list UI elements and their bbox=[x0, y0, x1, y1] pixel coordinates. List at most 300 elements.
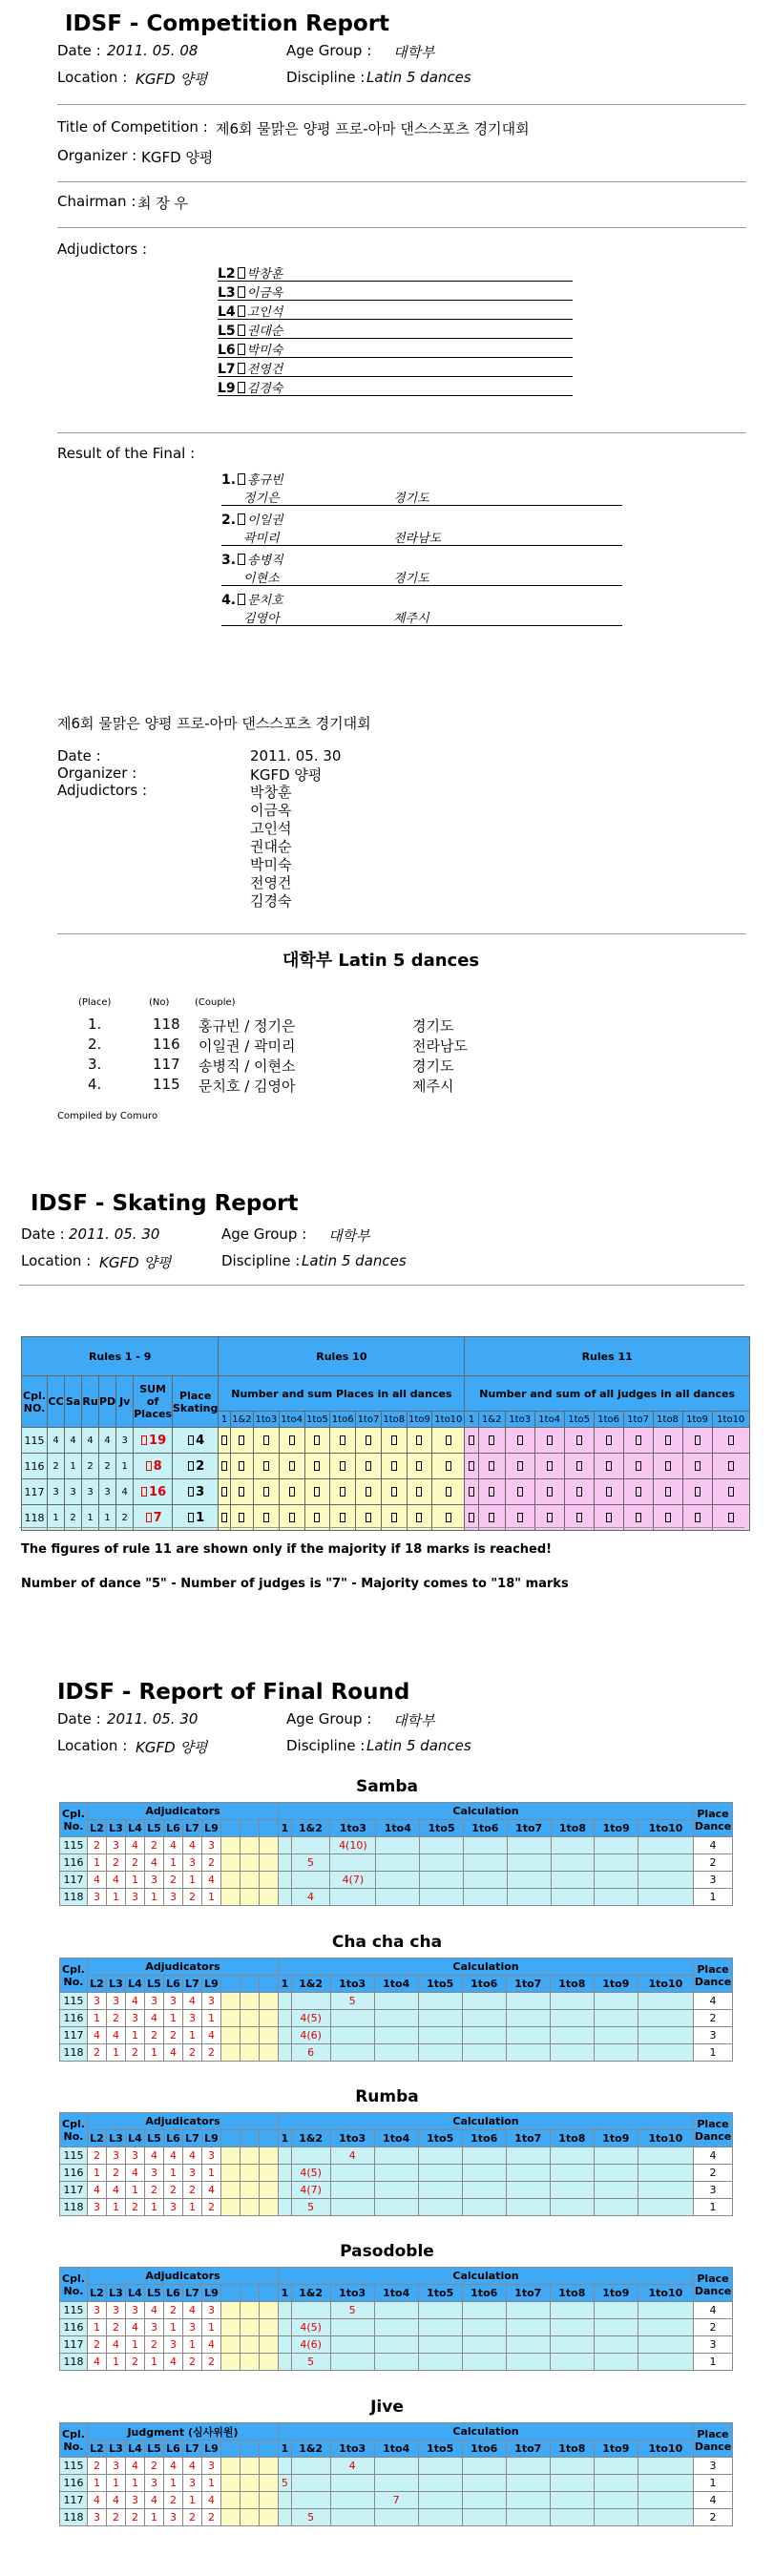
summary-couple: 문치호 / 김영아 bbox=[199, 1078, 296, 1095]
judge-mark: 3 bbox=[202, 1837, 221, 1854]
final-row bbox=[60, 2492, 733, 2509]
judge-header: L5 bbox=[145, 2130, 164, 2147]
calc-cell bbox=[462, 2336, 506, 2354]
judge-mark: 2 bbox=[88, 2336, 107, 2354]
judge-mark: 4 bbox=[88, 2492, 107, 2509]
calc-cell bbox=[463, 1889, 507, 1906]
calc-col-header: 1 bbox=[465, 1412, 478, 1428]
calc-cell bbox=[638, 2165, 693, 2182]
calc-cell bbox=[506, 2199, 550, 2216]
judge-mark: 4 bbox=[164, 2354, 183, 2371]
judge-header: L7 bbox=[183, 1976, 202, 1993]
judge-mark: 4 bbox=[183, 1993, 202, 2010]
calc-col-header: 1to8 bbox=[550, 2440, 594, 2458]
calc-cell: 4 bbox=[330, 2147, 374, 2165]
calc-cell: 5 bbox=[291, 2509, 330, 2526]
square-glyph-icon bbox=[547, 1435, 553, 1445]
judge-header: L4 bbox=[126, 2440, 145, 2458]
judge-mark-empty bbox=[221, 2010, 241, 2027]
age-group-label: Age Group : bbox=[286, 42, 372, 59]
cpl-no: 117 bbox=[60, 2182, 88, 2199]
calc-col-header: 1to7 bbox=[507, 1820, 551, 1837]
square-glyph-icon bbox=[366, 1513, 371, 1522]
place-value: 3 bbox=[196, 1484, 205, 1499]
judge-header-empty bbox=[260, 1976, 279, 1993]
dance-place: 3 bbox=[116, 1428, 134, 1454]
square-glyph-icon bbox=[146, 1513, 152, 1522]
date-value: 2011. 05. 30 bbox=[69, 1225, 160, 1243]
judge-mark: 2 bbox=[145, 2027, 164, 2044]
calc-col-header: 1to3 bbox=[330, 1820, 376, 1837]
place-dance: 2 bbox=[694, 2319, 733, 2336]
judge-mark: 1 bbox=[88, 2010, 107, 2027]
calc-cell: 4(6) bbox=[291, 2027, 330, 2044]
calc-cell: 5 bbox=[330, 2302, 374, 2319]
dance-place: 1 bbox=[48, 1505, 65, 1531]
judge-mark-empty bbox=[221, 2147, 241, 2165]
calc-cell: 4(7) bbox=[291, 2182, 330, 2199]
adjudicator-code: L2 bbox=[218, 266, 236, 282]
judge-mark-empty bbox=[260, 2027, 279, 2044]
rule10-cell bbox=[330, 1454, 356, 1479]
calc-cell bbox=[506, 2458, 550, 2475]
square-glyph-icon bbox=[606, 1487, 612, 1497]
calc-cell bbox=[418, 2182, 462, 2199]
dance-header: Sa bbox=[65, 1376, 82, 1428]
rule11-cell bbox=[478, 1479, 505, 1505]
place-value: 2 bbox=[196, 1458, 205, 1474]
summary-region: 경기도 bbox=[412, 1058, 454, 1075]
calc-col-header: 1to7 bbox=[506, 1976, 550, 1993]
cpl-no: 115 bbox=[22, 1428, 48, 1454]
square-glyph-icon bbox=[141, 1435, 147, 1445]
calc-cell bbox=[279, 2319, 292, 2336]
result-man: 문치호 bbox=[247, 594, 283, 608]
result-row bbox=[221, 510, 283, 528]
judge-mark-empty bbox=[241, 2509, 260, 2526]
date-label: Date : bbox=[21, 1225, 65, 1243]
calc-cell bbox=[638, 2010, 693, 2027]
calc-cell bbox=[279, 2336, 292, 2354]
judge-mark-empty bbox=[260, 2475, 279, 2492]
square-glyph-icon bbox=[416, 1513, 422, 1522]
summary-region: 경기도 bbox=[412, 1017, 454, 1035]
place-dance: 3 bbox=[694, 2182, 733, 2199]
square-glyph-icon bbox=[239, 1513, 244, 1522]
calc-col-header: 1to9 bbox=[594, 2285, 638, 2302]
square-glyph-icon bbox=[238, 286, 245, 298]
square-glyph-icon bbox=[576, 1435, 582, 1445]
judge-mark: 3 bbox=[183, 1854, 202, 1872]
header-row bbox=[60, 2130, 733, 2147]
square-glyph-icon bbox=[238, 382, 245, 393]
square-glyph-icon bbox=[547, 1487, 553, 1497]
rule10-cell bbox=[381, 1454, 407, 1479]
square-glyph-icon bbox=[665, 1435, 671, 1445]
calc-cell bbox=[506, 1993, 550, 2010]
calc-cell bbox=[551, 1837, 595, 1854]
calc-cell bbox=[330, 2509, 374, 2526]
place-value: 4 bbox=[196, 1433, 205, 1448]
calc-col-header: 1to10 bbox=[712, 1412, 750, 1428]
cpl-no: 115 bbox=[60, 1837, 88, 1854]
result-man: 송병직 bbox=[247, 554, 283, 568]
place-dance: 1 bbox=[694, 2044, 733, 2062]
cpl-no: 116 bbox=[22, 1454, 48, 1479]
result-lady: 이현소 bbox=[243, 572, 280, 586]
judge-mark: 2 bbox=[88, 2458, 107, 2475]
divider bbox=[57, 432, 746, 433]
judge-mark: 1 bbox=[145, 2354, 164, 2371]
final-row bbox=[60, 2010, 733, 2027]
calc-cell bbox=[374, 2010, 418, 2027]
calc-col-header: 1to5 bbox=[304, 1412, 330, 1428]
calc-cell bbox=[291, 1837, 330, 1854]
final-table-body bbox=[60, 2268, 733, 2371]
square-glyph-icon bbox=[314, 1487, 320, 1497]
calc-col-header: 1to10 bbox=[638, 1820, 694, 1837]
square-glyph-icon bbox=[391, 1513, 397, 1522]
dance-place: 2 bbox=[82, 1454, 99, 1479]
competition-report bbox=[0, 0, 774, 687]
calc-cell bbox=[550, 2354, 594, 2371]
skating-title: IDSF - Skating Report bbox=[31, 1191, 299, 1216]
final-row bbox=[60, 2044, 733, 2062]
square-glyph-icon bbox=[416, 1435, 422, 1445]
calc-cell bbox=[638, 2509, 693, 2526]
calc-cell bbox=[279, 1993, 292, 2010]
summary-organizer-value: KGFD 양평 bbox=[250, 766, 323, 784]
square-glyph-icon bbox=[221, 1461, 227, 1471]
calc-cell bbox=[374, 2165, 418, 2182]
adjudicator-row bbox=[218, 340, 282, 358]
final-row bbox=[60, 1837, 733, 1854]
final-table-body bbox=[60, 1958, 733, 2062]
judge-mark: 2 bbox=[107, 1854, 126, 1872]
calc-col-header: 1&2 bbox=[291, 1976, 330, 1993]
result-lady: 정기은 bbox=[243, 492, 280, 506]
final-row bbox=[60, 2302, 733, 2319]
place-dance: 1 bbox=[694, 1889, 733, 1906]
skating-row bbox=[22, 1454, 750, 1479]
cpl-no: 118 bbox=[60, 2354, 88, 2371]
cpl-no: 118 bbox=[60, 2044, 88, 2062]
judge-mark-empty bbox=[260, 2509, 279, 2526]
square-glyph-icon bbox=[238, 325, 245, 336]
majority-note: Number of dance "5" - Number of judges is "7" - Majority comes to "18" marks bbox=[21, 1577, 569, 1591]
square-glyph-icon bbox=[238, 267, 245, 279]
date-label: Date : bbox=[57, 1710, 101, 1728]
rule10-cell bbox=[407, 1479, 432, 1505]
calc-cell bbox=[418, 2354, 462, 2371]
calc-cell bbox=[550, 2044, 594, 2062]
judge-header: L7 bbox=[183, 1820, 202, 1837]
rule11-cell bbox=[478, 1454, 505, 1479]
summary-adjudicator-name: 전영건 bbox=[250, 874, 292, 891]
summary-region: 전라남도 bbox=[412, 1037, 468, 1055]
judge-mark: 4 bbox=[164, 2044, 183, 2062]
skating-table-body bbox=[22, 1337, 750, 1531]
title-of-competition-value: 제6회 물맑은 양평 프로-아마 댄스스포츠 경기대회 bbox=[216, 120, 530, 137]
calc-col-header: 1to10 bbox=[432, 1412, 465, 1428]
calc-cell: 5 bbox=[279, 2475, 292, 2492]
judge-mark: 4 bbox=[183, 2458, 202, 2475]
judge-mark: 1 bbox=[183, 2492, 202, 2509]
judge-mark: 4 bbox=[164, 1837, 183, 1854]
summary-couple: 홍규빈 / 정기은 bbox=[199, 1017, 296, 1035]
calc-col-header: 1to9 bbox=[594, 2130, 638, 2147]
rule10-cell bbox=[279, 1428, 304, 1454]
place-dance: 3 bbox=[694, 2336, 733, 2354]
adjudicators-label: Adjudictors : bbox=[57, 241, 147, 258]
calc-cell bbox=[418, 2509, 462, 2526]
judge-mark: 1 bbox=[202, 2010, 221, 2027]
square-glyph-icon bbox=[606, 1513, 612, 1522]
judge-header: L3 bbox=[107, 1820, 126, 1837]
square-glyph-icon bbox=[188, 1435, 194, 1445]
judge-mark: 2 bbox=[164, 2027, 183, 2044]
calc-cell bbox=[330, 2354, 374, 2371]
calc-cell bbox=[418, 2147, 462, 2165]
calc-cell bbox=[462, 2182, 506, 2199]
final-round-table bbox=[59, 1958, 733, 2062]
judge-mark: 2 bbox=[145, 2182, 164, 2199]
adjudicator-row bbox=[218, 378, 282, 396]
calc-col-header: 1 bbox=[279, 1820, 292, 1837]
place-dance: 4 bbox=[694, 1837, 733, 1854]
calc-col-header: 1to4 bbox=[374, 2440, 418, 2458]
judge-mark: 2 bbox=[202, 1854, 221, 1872]
summary-adjudicator-name: 박창훈 bbox=[250, 784, 292, 801]
calc-cell bbox=[376, 1889, 420, 1906]
calc-cell bbox=[594, 2336, 638, 2354]
summary-no: 116 bbox=[153, 1036, 180, 1053]
rule11-cell bbox=[465, 1454, 478, 1479]
calc-cell bbox=[462, 2475, 506, 2492]
judge-header-empty bbox=[260, 2285, 279, 2302]
judge-mark-empty bbox=[221, 2165, 241, 2182]
judge-mark: 2 bbox=[126, 2044, 145, 2062]
rule11-cell bbox=[653, 1428, 682, 1454]
calculation-header: Calculation bbox=[279, 2423, 694, 2440]
cpl-no: 118 bbox=[60, 2509, 88, 2526]
calc-cell bbox=[550, 2336, 594, 2354]
rule10-cell bbox=[254, 1428, 280, 1454]
calc-cell bbox=[418, 2302, 462, 2319]
calc-cell: 4(7) bbox=[330, 1872, 376, 1889]
judge-mark-empty bbox=[260, 1993, 279, 2010]
calc-col-header: 1to6 bbox=[330, 1412, 356, 1428]
cpl-no: 117 bbox=[22, 1479, 48, 1505]
judge-mark: 2 bbox=[126, 2509, 145, 2526]
header-row bbox=[22, 1376, 750, 1412]
result-region: 제주시 bbox=[393, 612, 429, 626]
square-glyph-icon bbox=[446, 1461, 451, 1471]
calc-cell bbox=[279, 2509, 292, 2526]
square-glyph-icon bbox=[728, 1435, 734, 1445]
calc-col-header: 1to7 bbox=[356, 1412, 382, 1428]
rule10-cell bbox=[230, 1479, 253, 1505]
rule10-cell bbox=[254, 1479, 280, 1505]
judge-header: L6 bbox=[164, 1820, 183, 1837]
square-glyph-icon bbox=[314, 1513, 320, 1522]
calc-cell: 6 bbox=[291, 2044, 330, 2062]
square-glyph-icon bbox=[289, 1487, 295, 1497]
calc-cell bbox=[594, 2458, 638, 2475]
calc-col-header: 1to8 bbox=[381, 1412, 407, 1428]
dance-name: Pasodoble bbox=[340, 2242, 434, 2261]
judge-mark: 1 bbox=[107, 1889, 126, 1906]
calc-col-header: 1to5 bbox=[420, 1820, 464, 1837]
header-row bbox=[60, 1976, 733, 1993]
calc-cell bbox=[594, 2147, 638, 2165]
header-row bbox=[60, 2423, 733, 2440]
calc-cell bbox=[376, 1854, 420, 1872]
calc-col-header: 1to6 bbox=[594, 1412, 623, 1428]
rule11-cell bbox=[505, 1479, 534, 1505]
final-row bbox=[60, 1889, 733, 1906]
calc-cell: 5 bbox=[291, 2354, 330, 2371]
adjudicator-row bbox=[218, 359, 282, 377]
results-summary bbox=[0, 687, 774, 1145]
judge-mark: 3 bbox=[88, 1993, 107, 2010]
calc-cell bbox=[330, 1889, 376, 1906]
calc-cell bbox=[507, 1872, 551, 1889]
dance-place: 3 bbox=[65, 1479, 82, 1505]
calc-cell bbox=[374, 2336, 418, 2354]
judge-mark: 3 bbox=[126, 2147, 145, 2165]
final-row bbox=[60, 2165, 733, 2182]
dance-place: 1 bbox=[65, 1454, 82, 1479]
calc-cell: 5 bbox=[291, 2199, 330, 2216]
adjudicator-code: L5 bbox=[218, 324, 236, 339]
judge-mark-empty bbox=[260, 2458, 279, 2475]
calc-col-header: 1to3 bbox=[505, 1412, 534, 1428]
judge-mark-empty bbox=[260, 2336, 279, 2354]
dance-name: Rumba bbox=[355, 2087, 419, 2106]
calc-cell bbox=[279, 1854, 292, 1872]
calc-col-header: 1&2 bbox=[291, 2440, 330, 2458]
place-dance: 2 bbox=[694, 2165, 733, 2182]
calc-cell bbox=[594, 1993, 638, 2010]
judge-mark: 4 bbox=[88, 2354, 107, 2371]
rules-11-subheader: Number and sum of all judges in all dances bbox=[465, 1376, 750, 1412]
discipline-value: Latin 5 dances bbox=[302, 1252, 407, 1269]
place-skating bbox=[172, 1479, 218, 1505]
judge-mark: 1 bbox=[107, 2354, 126, 2371]
header-row bbox=[60, 2440, 733, 2458]
rules-1-9-header: Rules 1 - 9 bbox=[22, 1337, 219, 1376]
judge-mark: 1 bbox=[183, 1872, 202, 1889]
adjudicator-underline bbox=[218, 281, 573, 282]
square-glyph-icon bbox=[489, 1487, 494, 1497]
judge-mark: 4 bbox=[202, 1872, 221, 1889]
cpl-no: 118 bbox=[22, 1505, 48, 1531]
judge-mark: 4 bbox=[202, 2182, 221, 2199]
calc-cell: 5 bbox=[291, 1854, 330, 1872]
place-dance: 2 bbox=[694, 2509, 733, 2526]
calc-cell bbox=[594, 2475, 638, 2492]
calc-cell bbox=[507, 1889, 551, 1906]
judge-mark: 1 bbox=[202, 2319, 221, 2336]
judge-mark: 4 bbox=[107, 2182, 126, 2199]
judge-mark: 1 bbox=[88, 2319, 107, 2336]
calc-cell bbox=[506, 2319, 550, 2336]
judge-mark: 4 bbox=[88, 2027, 107, 2044]
judge-mark: 2 bbox=[164, 2492, 183, 2509]
skating-row bbox=[22, 1479, 750, 1505]
judge-mark: 4 bbox=[88, 1872, 107, 1889]
judge-mark: 2 bbox=[107, 2319, 126, 2336]
calc-cell bbox=[462, 2354, 506, 2371]
calc-col-header: 1 bbox=[219, 1412, 230, 1428]
judge-mark-empty bbox=[241, 2336, 260, 2354]
dance-place: 2 bbox=[116, 1505, 134, 1531]
judge-mark: 3 bbox=[145, 2475, 164, 2492]
final-row bbox=[60, 2027, 733, 2044]
calc-cell bbox=[551, 1872, 595, 1889]
final-row bbox=[60, 1872, 733, 1889]
calc-cell bbox=[291, 1993, 330, 2010]
square-glyph-icon bbox=[469, 1487, 474, 1497]
calc-cell bbox=[594, 2492, 638, 2509]
calc-col-header: 1to4 bbox=[279, 1412, 304, 1428]
judge-header: L7 bbox=[183, 2440, 202, 2458]
discipline-label: Discipline : bbox=[286, 69, 366, 86]
square-glyph-icon bbox=[314, 1435, 320, 1445]
judge-mark: 4 bbox=[126, 2319, 145, 2336]
calc-col-header: 1to9 bbox=[594, 1976, 638, 1993]
rule11-cell bbox=[594, 1428, 623, 1454]
divider bbox=[57, 227, 746, 228]
judge-mark-empty bbox=[221, 2492, 241, 2509]
judge-mark-empty bbox=[260, 2199, 279, 2216]
judge-mark: 3 bbox=[126, 1889, 145, 1906]
judge-mark: 3 bbox=[164, 1889, 183, 1906]
summary-no: 118 bbox=[153, 1016, 180, 1033]
adjudicator-name: 고인석 bbox=[246, 305, 283, 320]
rule11-cell bbox=[712, 1428, 750, 1454]
calc-col-header: 1to6 bbox=[462, 1976, 506, 1993]
final-row bbox=[60, 1993, 733, 2010]
calc-cell bbox=[279, 2354, 292, 2371]
square-glyph-icon bbox=[636, 1435, 641, 1445]
square-glyph-icon bbox=[469, 1435, 474, 1445]
adjudicator-name: 권대순 bbox=[246, 325, 283, 339]
calc-cell bbox=[374, 2354, 418, 2371]
adjudicator-underline bbox=[218, 319, 573, 320]
dance-place: 3 bbox=[48, 1479, 65, 1505]
square-glyph-icon bbox=[289, 1513, 295, 1522]
summary-adjudicator-name: 김경숙 bbox=[250, 892, 292, 910]
cpl-no-header: Cpl. No. bbox=[60, 2423, 88, 2458]
calc-cell bbox=[638, 2182, 693, 2199]
divider bbox=[57, 933, 746, 934]
sum-of-places-header: SUM of Places bbox=[134, 1376, 173, 1428]
calc-col-header: 1to5 bbox=[418, 2440, 462, 2458]
header-row bbox=[60, 2113, 733, 2130]
dance-place: 4 bbox=[99, 1428, 116, 1454]
calc-cell bbox=[420, 1889, 464, 1906]
square-glyph-icon bbox=[606, 1435, 612, 1445]
judge-header-empty bbox=[221, 2440, 241, 2458]
square-glyph-icon bbox=[221, 1435, 227, 1445]
calc-cell bbox=[638, 2492, 693, 2509]
calc-cell bbox=[594, 2509, 638, 2526]
judge-header: L6 bbox=[164, 2440, 183, 2458]
place-skating-header: Place Skating bbox=[172, 1376, 218, 1428]
organizer-label: Organizer : bbox=[57, 147, 137, 164]
